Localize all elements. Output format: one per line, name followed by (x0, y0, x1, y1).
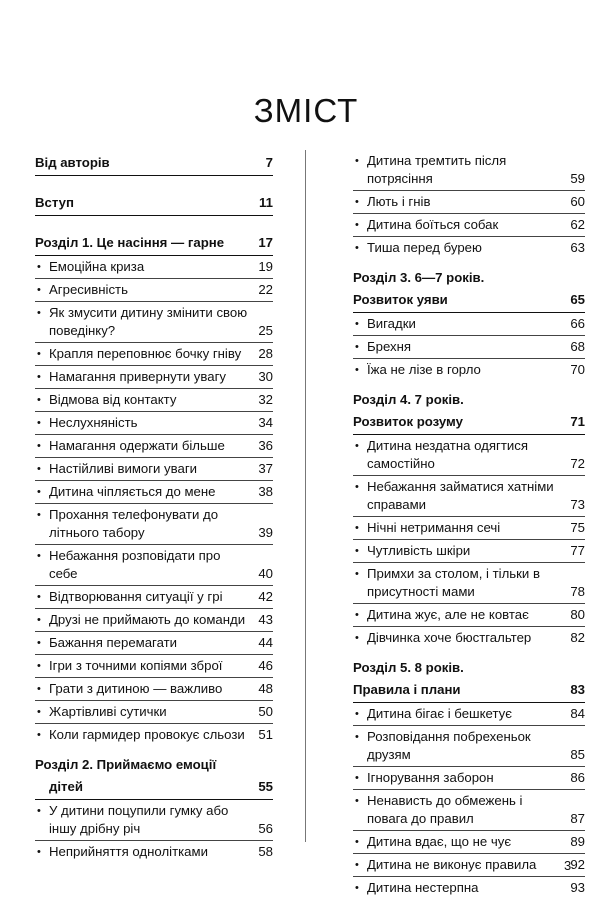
toc-right-column (353, 150, 585, 899)
entry-label: • Неприйняття однолітками (35, 843, 258, 861)
entry-page: 85 (570, 747, 585, 762)
entry-label: • Лють і гнів (353, 193, 570, 211)
toc-section-2[interactable] (35, 752, 273, 800)
entry-label: • Відтворювання ситуації у грі (35, 588, 258, 606)
toc-section-3[interactable] (353, 265, 585, 313)
toc-entry[interactable] (353, 627, 585, 649)
toc-entry[interactable] (353, 767, 585, 790)
toc-entry[interactable] (35, 701, 273, 724)
toc-entry-intro[interactable] (35, 190, 273, 216)
toc-entry[interactable] (35, 800, 273, 841)
entry-page: 73 (570, 497, 585, 512)
entry-label: • Дитина тремтить після потрясіння (353, 152, 570, 188)
page-number: 3 (564, 858, 572, 873)
toc-left-column (35, 150, 273, 863)
section-title-line1: Розділ 3. 6—7 років. (353, 270, 485, 285)
toc-entry[interactable] (353, 359, 585, 381)
entry-label: • Як змусити дитину змінити свою поведінку? (35, 304, 258, 340)
toc-entry[interactable] (353, 237, 585, 259)
entry-label: Від авторів (35, 155, 110, 170)
entry-page: 63 (570, 240, 585, 255)
entry-label: • Дитина боїться собак (353, 216, 570, 234)
entry-label: • Нічні нетримання сечі (353, 519, 570, 537)
toc-entry[interactable] (35, 458, 273, 481)
entry-page: 89 (570, 834, 585, 849)
entry-label: • Дитина жує, але не ковтає (353, 606, 570, 624)
entry-page: 36 (258, 438, 273, 453)
entry-label: • Дитина вдає, що не чує (353, 833, 570, 851)
entry-label: • Дитина чіпляється до мене (35, 483, 258, 501)
entry-label: • Чутливість шкіри (353, 542, 570, 560)
entry-page: 68 (570, 339, 585, 354)
entry-page: 11 (259, 195, 273, 210)
entry-page: 43 (258, 612, 273, 627)
toc-entry[interactable] (353, 604, 585, 627)
entry-page: 37 (258, 461, 273, 476)
entry-label: • Агресивність (35, 281, 258, 299)
column-divider (305, 150, 306, 842)
toc-entry[interactable] (353, 476, 585, 517)
entry-page: 75 (570, 520, 585, 535)
section-page: 17 (258, 235, 273, 250)
entry-label: • Відмова від контакту (35, 391, 258, 409)
entry-label: • Небажання займатися хатніми справами (353, 478, 570, 514)
entry-page: 92 (570, 857, 585, 872)
entry-label: • Брехня (353, 338, 570, 356)
toc-entry[interactable] (35, 609, 273, 632)
entry-page: 42 (258, 589, 273, 604)
entry-page: 84 (570, 706, 585, 721)
entry-page: 87 (570, 811, 585, 826)
toc-entry[interactable] (35, 366, 273, 389)
entry-page: 19 (258, 259, 273, 274)
section-title-line2: Розвиток уяви (353, 292, 448, 307)
toc-entry[interactable] (35, 412, 273, 435)
section-2-entries-continued (353, 150, 585, 259)
entry-label: • Неслухняність (35, 414, 258, 432)
section-page: 83 (570, 682, 585, 697)
entry-label: • Емоційна криза (35, 258, 258, 276)
entry-page: 56 (258, 821, 273, 836)
section-1-entries (35, 256, 273, 746)
toc-entry[interactable] (35, 481, 273, 504)
entry-label: • Дитина нездатна одягтися самостійно (353, 437, 570, 473)
entry-label: • Коли гармидер провокує сльози (35, 726, 258, 744)
entry-label: • Намагання привернути увагу (35, 368, 258, 386)
entry-label: • Ненависть до обмежень і повага до правил (353, 792, 570, 828)
entry-page: 39 (258, 525, 273, 540)
entry-label: • Настійливі вимоги уваги (35, 460, 258, 478)
entry-label: • Намагання одержати більше (35, 437, 258, 455)
section-2-entries (35, 800, 273, 863)
entry-label: • Дитина не виконує правила (353, 856, 570, 874)
section-title: Розділ 1. Це насіння — гарне (35, 235, 225, 250)
toc-entry[interactable] (353, 726, 585, 767)
entry-page: 28 (258, 346, 273, 361)
entry-page: 66 (570, 316, 585, 331)
toc-entry[interactable] (353, 336, 585, 359)
entry-label: • Крапля переповнює бочку гніву (35, 345, 258, 363)
toc-entry[interactable] (35, 343, 273, 366)
entry-page: 93 (570, 880, 585, 895)
entry-label: • Бажання перемагати (35, 634, 258, 652)
section-page: 65 (570, 292, 585, 307)
toc-entry[interactable] (35, 632, 273, 655)
toc-entry[interactable] (353, 831, 585, 854)
entry-label: • Дівчинка хоче бюстгальтер (353, 629, 570, 647)
entry-label: Вступ (35, 195, 74, 210)
section-title-line2: Правила і плани (353, 682, 461, 697)
entry-page: 32 (258, 392, 273, 407)
toc-entry[interactable] (353, 214, 585, 237)
entry-page: 22 (258, 282, 273, 297)
toc-section-4[interactable] (353, 387, 585, 435)
toc-entry[interactable] (35, 279, 273, 302)
entry-page: 38 (258, 484, 273, 499)
entry-page: 86 (570, 770, 585, 785)
toc-entry[interactable] (353, 150, 585, 191)
entry-page: 72 (570, 456, 585, 471)
toc-entry[interactable] (35, 586, 273, 609)
toc-entry[interactable] (353, 790, 585, 831)
toc-entry[interactable] (35, 678, 273, 701)
entry-label: • Ігнорування заборон (353, 769, 570, 787)
toc-entry[interactable] (35, 655, 273, 678)
entry-label: • У дитини поцупили гумку або іншу дрібну річ (35, 802, 258, 838)
entry-label: • Небажання розповідати про себе (35, 547, 258, 583)
section-title-line1: Розділ 4. 7 років. (353, 392, 464, 407)
entry-page: 51 (258, 727, 273, 742)
entry-label: • Ігри з точними копіями зброї (35, 657, 258, 675)
entry-label: • Примхи за столом, і тільки в присутності мами (353, 565, 570, 601)
section-title-line2: Розвиток розуму (353, 414, 463, 429)
toc-entry[interactable] (353, 191, 585, 214)
toc-entry-from-authors[interactable] (35, 150, 273, 176)
entry-label: • Вигадки (353, 315, 570, 333)
entry-label: • Друзі не приймають до команди (35, 611, 258, 629)
entry-label: • Прохання телефонувати до літнього табору (35, 506, 258, 542)
entry-page: 34 (258, 415, 273, 430)
section-page: 71 (570, 414, 585, 429)
entry-page: 59 (570, 171, 585, 186)
entry-page: 70 (570, 362, 585, 377)
toc-entry[interactable] (35, 545, 273, 586)
entry-label: • Тиша перед бурею (353, 239, 570, 257)
entry-label: • Дитина нестерпна (353, 879, 570, 897)
entry-page: 62 (570, 217, 585, 232)
entry-page: 48 (258, 681, 273, 696)
entry-page: 58 (258, 844, 273, 859)
entry-page: 50 (258, 704, 273, 719)
toc-entry[interactable] (35, 389, 273, 412)
entry-page: 7 (265, 155, 273, 170)
toc-entry[interactable] (35, 724, 273, 746)
toc-entry[interactable] (35, 302, 273, 343)
page-title: ЗМІСТ (253, 92, 359, 129)
entry-label: • Жартівливі сутички (35, 703, 258, 721)
section-title-line1: Розділ 2. Приймаємо емоції (35, 757, 217, 772)
toc-entry[interactable] (353, 540, 585, 563)
entry-page: 82 (570, 630, 585, 645)
entry-page: 77 (570, 543, 585, 558)
toc-entry[interactable] (353, 854, 585, 877)
entry-page: 30 (258, 369, 273, 384)
section-4-entries (353, 435, 585, 649)
section-title-line2: дітей (49, 779, 83, 794)
entry-page: 40 (258, 566, 273, 581)
section-page: 55 (258, 779, 273, 794)
section-title-line1: Розділ 5. 8 років. (353, 660, 464, 675)
entry-page: 44 (258, 635, 273, 650)
entry-label: • Дитина бігає і бешкетує (353, 705, 570, 723)
toc-entry[interactable] (353, 877, 585, 899)
entry-label: • Грати з дитиною — важливо (35, 680, 258, 698)
entry-page: 46 (258, 658, 273, 673)
toc-entry[interactable] (353, 435, 585, 476)
toc-entry[interactable] (35, 435, 273, 458)
toc-entry[interactable] (35, 256, 273, 279)
toc-entry[interactable] (353, 703, 585, 726)
entry-label: • Їжа не лізе в горло (353, 361, 570, 379)
entry-page: 78 (570, 584, 585, 599)
entry-page: 25 (258, 323, 273, 338)
toc-entry[interactable] (35, 841, 273, 863)
section-5-entries (353, 703, 585, 899)
toc-entry[interactable] (35, 504, 273, 545)
toc-entry[interactable] (353, 563, 585, 604)
toc-entry[interactable] (353, 517, 585, 540)
toc-section-1[interactable] (35, 230, 273, 256)
toc-entry[interactable] (353, 313, 585, 336)
section-3-entries (353, 313, 585, 381)
entry-label: • Розповідання побрехеньок друзям (353, 728, 570, 764)
entry-page: 80 (570, 607, 585, 622)
entry-page: 60 (570, 194, 585, 209)
toc-section-5[interactable] (353, 655, 585, 703)
